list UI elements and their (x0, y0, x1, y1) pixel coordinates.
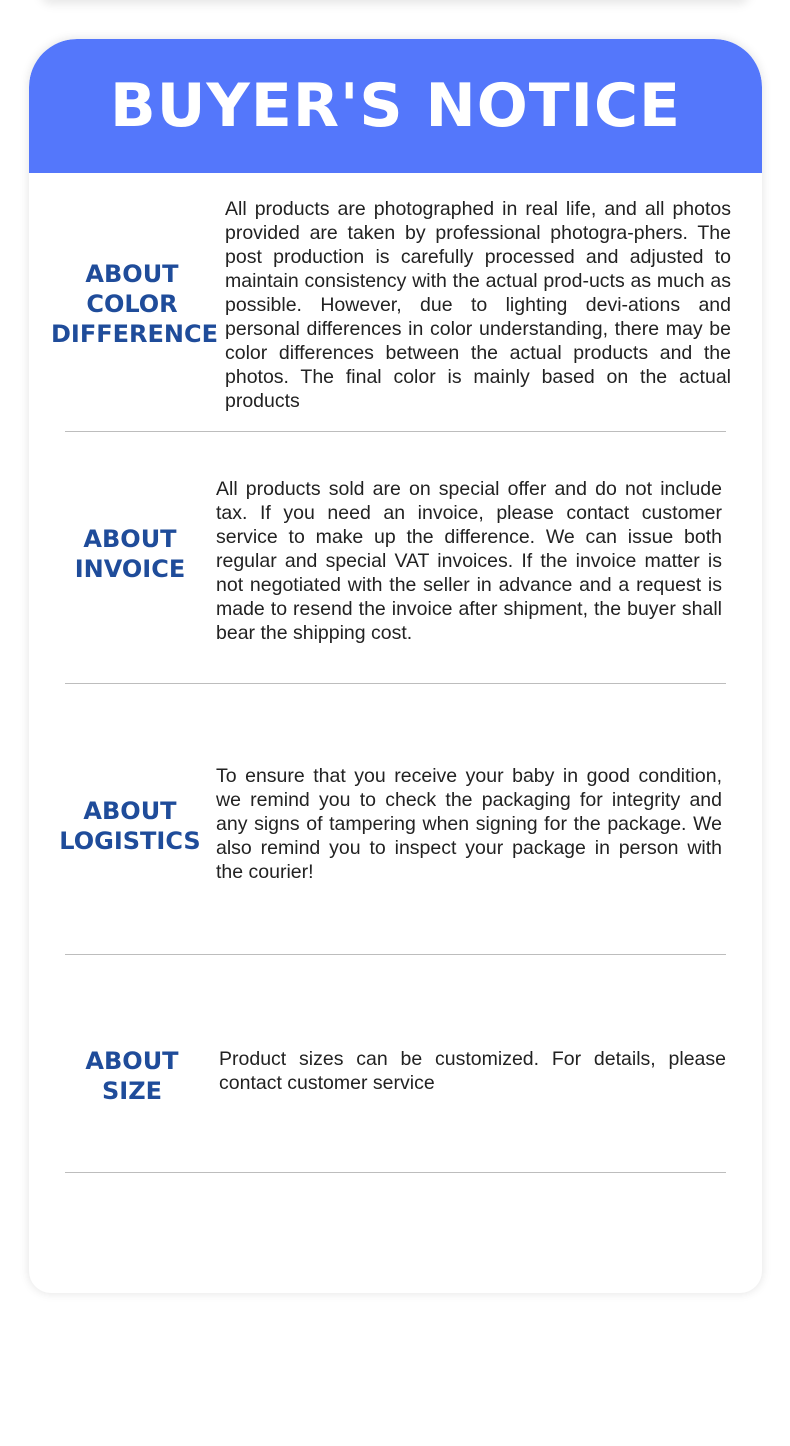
section-label-line: INVOICE (74, 555, 186, 583)
section-label-line: ABOUT (83, 525, 177, 553)
buyers-notice-card (29, 39, 762, 1293)
section-label-line: ABOUT (83, 797, 177, 825)
section-label-line: ABOUT (85, 260, 179, 288)
section-label-logistics (51, 796, 209, 856)
section-text-color-difference: All products are photographed in real life, and all photos provided are taken by professional photogra-phers. The post production is carefully processed and adjusted to maintain consistency with the actual prod-ucts as much as possible. However, due to lighting devi-ations and personal differences in color understanding, there may be color differences between the actual products and the photos. The final color is mainly based on the actual products (225, 198, 731, 412)
notice-header (29, 39, 762, 173)
section-divider (65, 1172, 726, 1173)
section-divider (65, 954, 726, 955)
section-label-invoice (51, 524, 209, 584)
section-label-line: DIFFERENCE (51, 320, 219, 348)
section-label-color-difference (51, 259, 219, 349)
section-label-line: SIZE (101, 1077, 162, 1105)
section-divider (65, 683, 726, 684)
section-text-size: Product sizes can be customized. For details, please contact customer service (219, 1048, 726, 1094)
section-label-line: LOGISTICS (59, 827, 201, 855)
section-label-line: COLOR (86, 290, 178, 318)
section-text-logistics: To ensure that you receive your baby in good condition, we remind you to check the packaging for integrity and any signs of tampering when signing for the package. We also remind you to inspect your package in person with the courier! (216, 765, 722, 883)
notice-title: BUYER'S NOTICE (109, 71, 682, 141)
section-divider (65, 431, 726, 432)
section-label-line: ABOUT (85, 1047, 179, 1075)
section-text-invoice: All products sold are on special offer and do not include tax. If you need an invoice, please contact customer service to make up the difference. We can issue both regular and special VAT invoices. If the invoice matter is not negotiated with the seller in advance and a request is made to resend the invoice after shipment, the buyer shall bear the shipping cost. (216, 478, 722, 644)
section-label-size (53, 1046, 211, 1106)
